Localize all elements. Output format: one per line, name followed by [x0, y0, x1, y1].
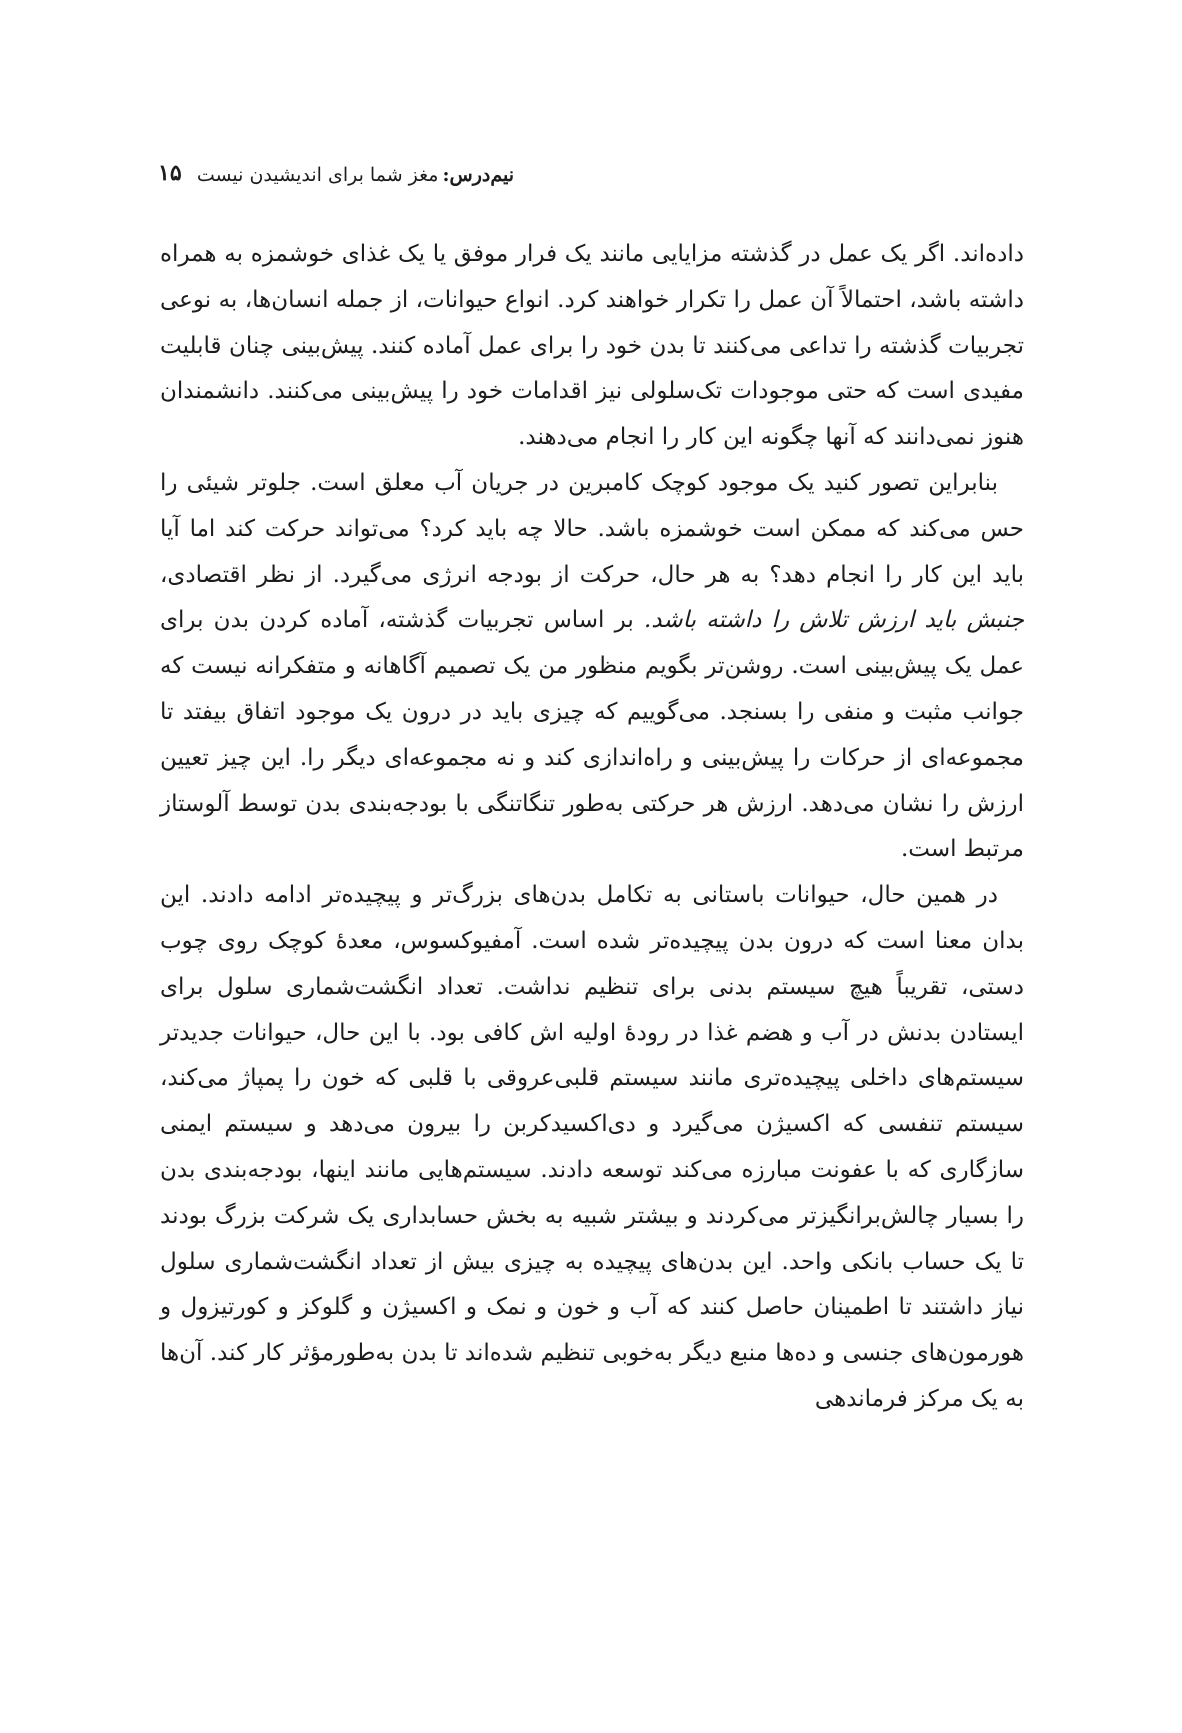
paragraph-2-text-before: بنابراین تصور کنید یک موجود کوچک کامبرین در جریان آب معلق است. جلوتر شیئی را حس می‌کند که ممکن است خوشمزه باشد. حالا چه باید کرد؟ می‌تواند حرکت کند اما آیا باید این کار را انجام دهد؟ به هر حال، حرکت از بودجه انرژی می‌گیرد. از نظر اقتصادی، — [160, 469, 1024, 588]
running-header — [197, 160, 514, 190]
paragraph-2-text-after: بر اساس تجربیات گذشته، آماده کردن بدن برای عمل یک پیش‌بینی است. روشن‌تر بگویم منظور من یک تصمیم آگاهانه و متفکرانه نیست که جوانب مثبت و منفی را بسنجد. می‌گوییم که چیزی باید در درون یک موجود اتفاق بیفتد تا مجموعه‌ای از حرکات را پیش‌بینی و راه‌اندازی کند و نه مجموعه‌ای دیگر را. این چیز تعیین ارزش را نشان می‌دهد. ارزش هر حرکتی به‌طور تنگاتنگی با بودجه‌بندی بدن توسط آلوستاز مرتبط است. — [160, 607, 1024, 863]
header-section-label: نیم‌درس: — [442, 164, 514, 186]
paragraph-2-italic-phrase: جنبش باید ارزش تلاش را داشته باشد. — [643, 607, 1025, 634]
paragraph-2 — [160, 461, 1024, 873]
paragraph-3: در همین حال، حیوانات باستانی به تکامل بدن‌های بزرگ‌تر و پیچیده‌تر ادامه دادند. این بدان معنا است که درون بدن پیچیده‌تر شده است. آمفیوکسوس، معدهٔ کوچک روی چوب دستی، تقریباً هیچ سیستم بدنی برای تنظیم نداشت. تعداد انگشت‌شماری سلول برای ایستادن بدنش در آب و هضم غذا در رودهٔ اولیه اش کافی بود. با این حال، حیوانات جدیدتر سیستم‌های داخلی پیچیده‌تری مانند سیستم قلبی‌عروقی با قلبی که خون را پمپاژ می‌کند، سیستم تنفسی که اکسیژن می‌گیرد و دی‌اکسیدکربن را بیرون می‌دهد و سیستم ایمنی سازگاری که با عفونت مبارزه می‌کند توسعه دادند. سیستم‌هایی مانند اینها، بودجه‌بندی بدن را بسیار چالش‌برانگیزتر می‌کردند و بیشتر شبیه به بخش حسابداری یک شرکت بزرگ بودند تا یک حساب بانکی واحد. این بدن‌های پیچیده به چیزی بیش از تعداد انگشت‌شماری سلول نیاز داشتند تا اطمینان حاصل کنند که آب و خون و نمک و اکسیژن و گلوکز و کورتیزول و هورمون‌های جنسی و ده‌ها منبع دیگر به‌خوبی تنظیم شده‌اند تا بدن به‌طورمؤثر کار کند. آن‌ها به یک مرکز فرماندهی — [160, 882, 1025, 1412]
body-text — [160, 232, 1024, 1423]
paragraph-1: داده‌اند. اگر یک عمل در گذشته مزایایی مانند یک فرار موفق یا یک غذای خوشمزه به همراه داشته باشد، احتمالاً آن عمل را تکرار خواهند کرد. انواع حیوانات، از جمله انسان‌ها، به نوعی تجربیات گذشته را تداعی می‌کنند تا بدن خود را برای عمل آماده کنند. پیش‌بینی چنان قابلیت مفیدی است که حتی موجودات تک‌سلولی نیز اقدامات خود را پیش‌بینی می‌کنند. دانشمندان هنوز نمی‌دانند که آنها چگونه این کار را انجام می‌دهند. — [160, 241, 1024, 451]
page-number: ۱۵ — [158, 160, 182, 186]
header-section-title: مغز شما برای اندیشیدن نیست — [196, 164, 439, 186]
